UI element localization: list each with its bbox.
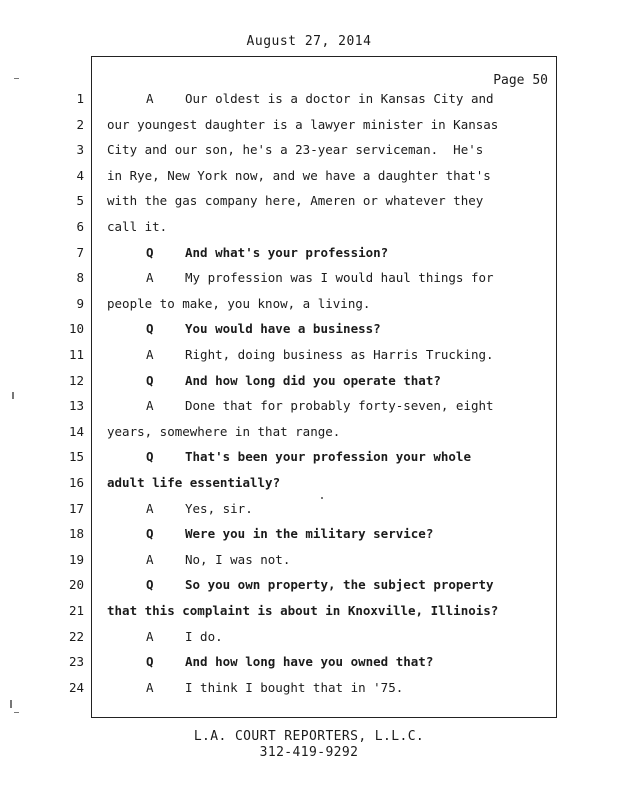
transcript-date: August 27, 2014 bbox=[246, 34, 372, 49]
speaker-marker: A bbox=[146, 347, 154, 362]
scan-speck bbox=[14, 712, 19, 713]
line-number: 5 bbox=[76, 193, 84, 209]
line-number: 12 bbox=[68, 372, 84, 388]
transcript-line bbox=[0, 398, 618, 422]
line-text: Were you in the military service? bbox=[185, 526, 434, 542]
line-text: And how long did you operate that? bbox=[185, 372, 441, 388]
speaker-marker: Q bbox=[146, 372, 154, 388]
line-number: 4 bbox=[76, 167, 84, 183]
speaker-marker: A bbox=[146, 628, 154, 644]
transcript-line bbox=[0, 347, 618, 371]
line-text: No, I was not. bbox=[185, 551, 291, 567]
footer-company: L.A. COURT REPORTERS, L.L.C. bbox=[193, 729, 425, 744]
transcript-line bbox=[0, 219, 618, 243]
transcript-line bbox=[0, 296, 618, 320]
line-number: 7 bbox=[76, 244, 84, 260]
line-text: That's been your profession your whole bbox=[185, 449, 471, 465]
line-number: 1 bbox=[76, 91, 84, 106]
scan-speck bbox=[12, 392, 14, 399]
line-text: Right, doing business as Harris Trucking. bbox=[185, 347, 494, 362]
transcript-line bbox=[0, 321, 618, 345]
transcript-line bbox=[0, 449, 618, 473]
line-text: that this complaint is about in Knoxville, Illinois? bbox=[107, 603, 499, 618]
speaker-marker: Q bbox=[146, 244, 154, 260]
transcript-line bbox=[0, 91, 618, 115]
line-text: So you own property, the subject property bbox=[185, 577, 494, 593]
line-number: 2 bbox=[76, 116, 84, 132]
line-number: 17 bbox=[68, 500, 84, 516]
scan-speck bbox=[14, 78, 19, 79]
transcript-line bbox=[0, 603, 618, 627]
scan-speck bbox=[10, 700, 12, 708]
speaker-marker: A bbox=[146, 551, 154, 567]
transcript-line bbox=[0, 680, 618, 704]
speaker-marker: A bbox=[146, 679, 154, 695]
speaker-marker: Q bbox=[146, 449, 154, 465]
transcript-line bbox=[0, 193, 618, 217]
transcript-line bbox=[0, 168, 618, 192]
page-number-label: Page 50 bbox=[493, 73, 548, 88]
line-text: City and our son, he's a 23-year serviceman. He's bbox=[107, 142, 484, 158]
line-text: You would have a business? bbox=[185, 321, 381, 337]
speaker-marker: A bbox=[146, 91, 154, 106]
transcript-line bbox=[0, 270, 618, 294]
line-number: 14 bbox=[68, 423, 84, 439]
line-number: 13 bbox=[68, 398, 84, 414]
line-number: 22 bbox=[68, 628, 84, 644]
speaker-marker: Q bbox=[146, 526, 154, 542]
speaker-marker: Q bbox=[146, 577, 154, 593]
line-text: I think I bought that in '75. bbox=[185, 679, 404, 695]
line-text: with the gas company here, Ameren or whatever they bbox=[107, 193, 484, 209]
footer-phone: 312-419-9292 bbox=[259, 745, 359, 760]
speaker-marker: A bbox=[146, 398, 154, 414]
line-text: call it. bbox=[107, 219, 168, 234]
line-number: 11 bbox=[68, 347, 84, 362]
line-number: 10 bbox=[68, 321, 84, 337]
line-text: And how long have you owned that? bbox=[185, 654, 434, 670]
line-number: 21 bbox=[68, 603, 84, 618]
line-text: people to make, you know, a living. bbox=[107, 295, 371, 311]
line-number: 24 bbox=[68, 679, 84, 695]
transcript-line bbox=[0, 424, 618, 448]
transcript-line bbox=[0, 475, 618, 499]
line-text: My profession was I would haul things for bbox=[185, 270, 494, 286]
line-number: 19 bbox=[68, 551, 84, 567]
speaker-marker: Q bbox=[146, 654, 154, 670]
line-text: years, somewhere in that range. bbox=[107, 423, 341, 439]
transcript-line bbox=[0, 552, 618, 576]
line-number: 8 bbox=[76, 270, 84, 286]
line-number: 16 bbox=[68, 475, 84, 490]
line-number: 6 bbox=[76, 219, 84, 234]
transcript-line bbox=[0, 142, 618, 166]
transcript-line bbox=[0, 629, 618, 653]
line-number: 9 bbox=[76, 295, 84, 311]
transcript-line bbox=[0, 117, 618, 141]
line-text: Done that for probably forty-seven, eight bbox=[185, 398, 494, 414]
line-number: 18 bbox=[68, 526, 84, 542]
line-text: adult life essentially? bbox=[107, 475, 281, 490]
line-number: 3 bbox=[76, 142, 84, 158]
line-text: Our oldest is a doctor in Kansas City and bbox=[185, 91, 494, 106]
transcript-line bbox=[0, 654, 618, 678]
transcript-line bbox=[0, 373, 618, 397]
transcript-line bbox=[0, 501, 618, 525]
speaker-marker: A bbox=[146, 500, 154, 516]
transcript-line bbox=[0, 577, 618, 601]
scan-speck bbox=[321, 497, 323, 499]
line-text: Yes, sir. bbox=[185, 500, 253, 516]
speaker-marker: Q bbox=[146, 321, 154, 337]
line-text: in Rye, New York now, and we have a daughter that's bbox=[107, 167, 491, 183]
line-text: our youngest daughter is a lawyer minister in Kansas bbox=[107, 116, 499, 132]
speaker-marker: A bbox=[146, 270, 154, 286]
transcript-line bbox=[0, 526, 618, 550]
line-text: And what's your profession? bbox=[185, 244, 389, 260]
line-number: 23 bbox=[68, 654, 84, 670]
transcript-line bbox=[0, 245, 618, 269]
line-number: 15 bbox=[68, 449, 84, 465]
line-number: 20 bbox=[68, 577, 84, 593]
line-text: I do. bbox=[185, 628, 223, 644]
